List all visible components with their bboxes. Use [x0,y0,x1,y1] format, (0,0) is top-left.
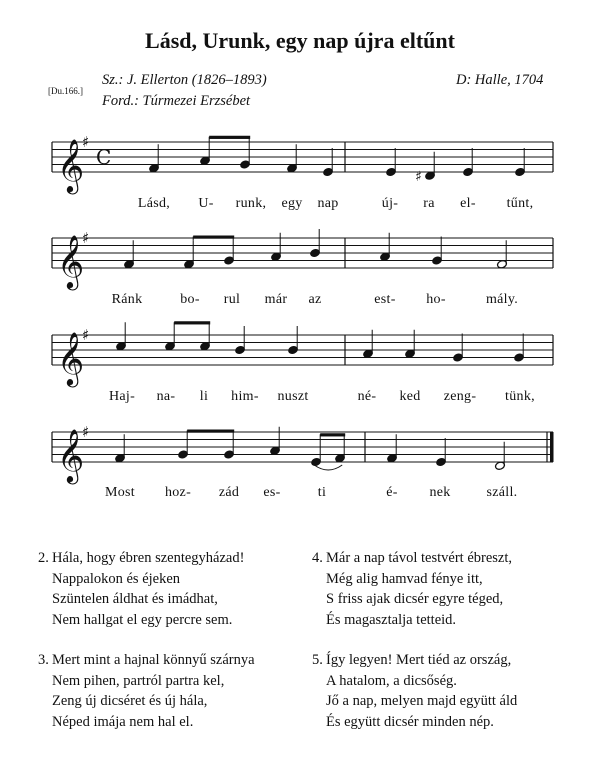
stanza-number: 5. [312,652,323,668]
lyric-syllable: na- [156,389,176,404]
stanza-line: Nem pihen, partról partra kel, [52,672,225,689]
stanza-line: Még alig hamvad fénye itt, [326,570,483,587]
stanza-4 [312,548,512,630]
stanza-line: Nappalokon és éjeken [52,570,181,587]
lyric-syllable: nuszt [277,389,309,404]
note-beam [320,433,345,436]
lyric-syllable: Haj- [108,389,136,404]
stanza-2 [38,548,244,630]
stanza-line: Nem hallgat el egy percre sem. [52,611,233,628]
lyric-syllable: ho- [426,292,446,307]
lyric-syllable: U- [198,196,214,211]
stanza-number: 2. [38,550,49,566]
note-beam [187,430,234,433]
lyric-syllable: Most [105,485,135,500]
stanza-line: És együtt dicsér minden nép. [326,713,494,730]
lyrics-line-4 [0,485,600,503]
lyric-syllable: egy [281,196,303,211]
note-beam [209,136,250,139]
lyric-syllable: li [199,389,209,404]
lyric-syllable: nap [317,196,339,211]
lyric-syllable: tűnt, [506,196,534,211]
treble-clef-icon: 𝄞 [57,331,85,385]
stanza-line: Jő a nap, melyen majd együtt áld [326,693,518,709]
stanza-line: S friss ajak dicsér egyre téged, [326,591,504,607]
lyric-syllable: runk, [235,196,267,211]
key-signature-sharp-icon: ♯ [82,229,90,247]
lyric-syllable: é- [386,485,398,500]
stanza-line: A hatalom, a dicsőség. [326,672,457,689]
lyric-syllable: hoz- [164,485,192,500]
lyrics-line-2 [0,292,600,310]
reference-number: [Du.166.] [48,86,83,96]
treble-clef-icon: 𝄞 [57,234,85,288]
stanza-line: Néped imája nem hal el. [52,713,194,730]
stanza-number: 3. [38,652,49,668]
lyric-syllable: ked [399,389,421,404]
lyric-syllable: est- [374,292,396,307]
stanza-line: Így legyen! Mert tiéd az ország, [326,652,512,668]
lyric-syllable: tünk, [505,389,535,404]
stanza-line: Mert mint a hajnal könnyű szárnya [52,652,255,668]
lyric-syllable: es- [263,485,281,500]
key-signature-sharp-icon: ♯ [82,133,90,151]
translator-credit: Ford.: Túrmezei Erzsébet [102,93,251,109]
stanza-line: És magasztalja tetteid. [326,611,457,628]
stanza-line: Zeng új dicséret és új hála, [52,693,208,709]
treble-clef-icon: 𝄞 [57,138,85,192]
stanza-line: Már a nap távol testvért ébreszt, [326,550,513,566]
lyrics-line-1 [0,196,600,214]
final-barline [550,432,554,462]
lyric-syllable: ti [317,485,327,500]
stanza-5 [312,650,517,732]
lyric-syllable: zeng- [443,389,477,404]
lyric-syllable: el- [460,196,476,211]
slur [314,465,342,470]
treble-clef-icon: 𝄞 [57,428,85,482]
note-beam [174,321,210,324]
key-signature-sharp-icon: ♯ [82,326,90,344]
tune-credit: D: Halle, 1704 [456,72,544,88]
stanza-line: Szüntelen áldhat és imádhat, [52,591,218,607]
lyric-syllable: bo- [180,292,200,307]
lyric-syllable: rul [223,292,241,307]
lyric-syllable: Lásd, [137,196,171,211]
text-author-credit: Sz.: J. Ellerton (1826–1893) [102,72,267,88]
lyric-syllable: mály. [485,292,519,307]
lyric-syllable: új- [381,196,399,211]
lyric-syllable: né- [357,389,377,404]
note-beam [193,236,234,239]
hymn-title: Lásd, Urunk, egy nap újra eltűnt [145,28,455,53]
lyric-syllable: száll. [486,485,518,500]
key-signature-sharp-icon: ♯ [82,423,90,441]
stanza-3 [38,650,255,732]
lyrics-line-3 [0,389,600,407]
lyric-syllable: Ránk [111,292,143,307]
lyric-syllable: már [264,292,288,307]
lyric-syllable: him- [231,389,259,404]
time-signature: C [96,145,112,169]
stanza-line: Hála, hogy ébren szentegyházad! [52,550,245,566]
lyric-syllable: zád [218,485,240,500]
stanza-number: 4. [312,550,323,566]
lyric-syllable: nek [429,485,451,500]
lyric-syllable: ra [423,196,435,211]
sharp-accidental-icon: ♯ [415,168,422,185]
lyric-syllable: az [308,292,322,307]
